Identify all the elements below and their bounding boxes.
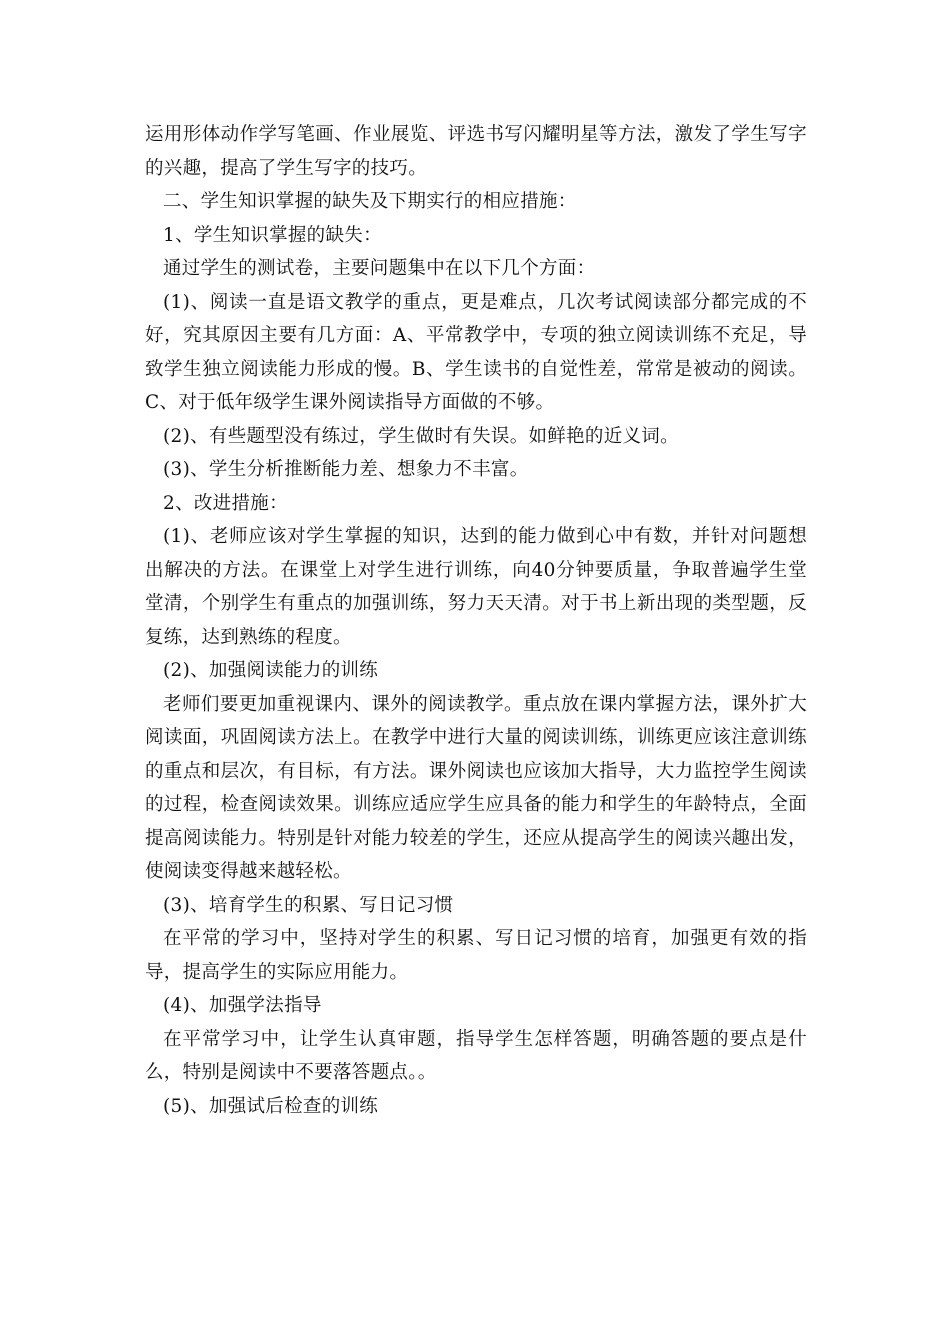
paragraph: 运用形体动作学写笔画、作业展览、评选书写闪耀明星等方法，激发了学生写字的兴趣，提高了学生写字的技巧。: [145, 124, 807, 179]
list-item-heading: (3)、培育学生的积累、写日记习惯: [163, 894, 454, 916]
list-item: (3)、学生分析推断能力差、想象力不丰富。: [163, 459, 529, 480]
subsection-heading: 1、学生知识掌握的缺失：: [163, 224, 382, 246]
paragraph: 在平常学习中，让学生认真审题，指导学生怎样答题，明确答题的要点是什么，特别是阅读中不要落答题点。。: [145, 1028, 807, 1083]
list-item-heading: (4)、加强学法指导: [163, 995, 322, 1016]
subsection-heading: 2、改进措施：: [163, 492, 288, 514]
list-item: (2)、有些题型没有练过，学生做时有失误。如鲜艳的近义词。: [163, 425, 679, 447]
section-heading: 二、学生知识掌握的缺失及下期实行的相应措施：: [163, 191, 577, 212]
document-body: [145, 118, 807, 1123]
list-item-heading: (2)、加强阅读能力的训练: [163, 660, 379, 681]
paragraph: 老师们要更加重视课内、课外的阅读教学。重点放在课内掌握方法，课外扩大阅读面，巩固阅读方法上。在教学中进行大量的阅读训练，训练更应该注意训练的重点和层次，有目标，有方法。课外阅读也应该加大指导，大力监控学生阅读的过程，检查阅读效果。训练应适应学生应具备的能力和学生的年龄特点，全面提高阅读能力。特别是针对能力较差的学生，还应从提高学生的阅读兴趣出发，使阅读变得越来越轻松。: [145, 693, 807, 882]
list-item: (1)、老师应该对学生掌握的知识，达到的能力做到心中有数，并针对问题想出解决的方法。在课堂上对学生进行训练，向40分钟要质量，争取普遍学生堂堂清，个别学生有重点的加强训练，努力天天清。对于书上新出现的类型题，反复练，达到熟练的程度。: [145, 526, 807, 648]
list-item-heading: (5)、加强试后检查的训练: [163, 1095, 379, 1117]
list-item: (1)、阅读一直是语文教学的重点，更是难点，几次考试阅读部分都完成的不好，究其原因主要有几方面：A、平常教学中，专项的独立阅读训练不充足，导致学生独立阅读能力形成的慢。B、学生读书的自觉性差，常常是被动的阅读。C、对于低年级学生课外阅读指导方面做的不够。: [145, 291, 807, 413]
paragraph: 通过学生的测试卷，主要问题集中在以下几个方面：: [163, 258, 596, 279]
paragraph: 在平常的学习中，坚持对学生的积累、写日记习惯的培育，加强更有效的指导，提高学生的实际应用能力。: [145, 928, 807, 983]
